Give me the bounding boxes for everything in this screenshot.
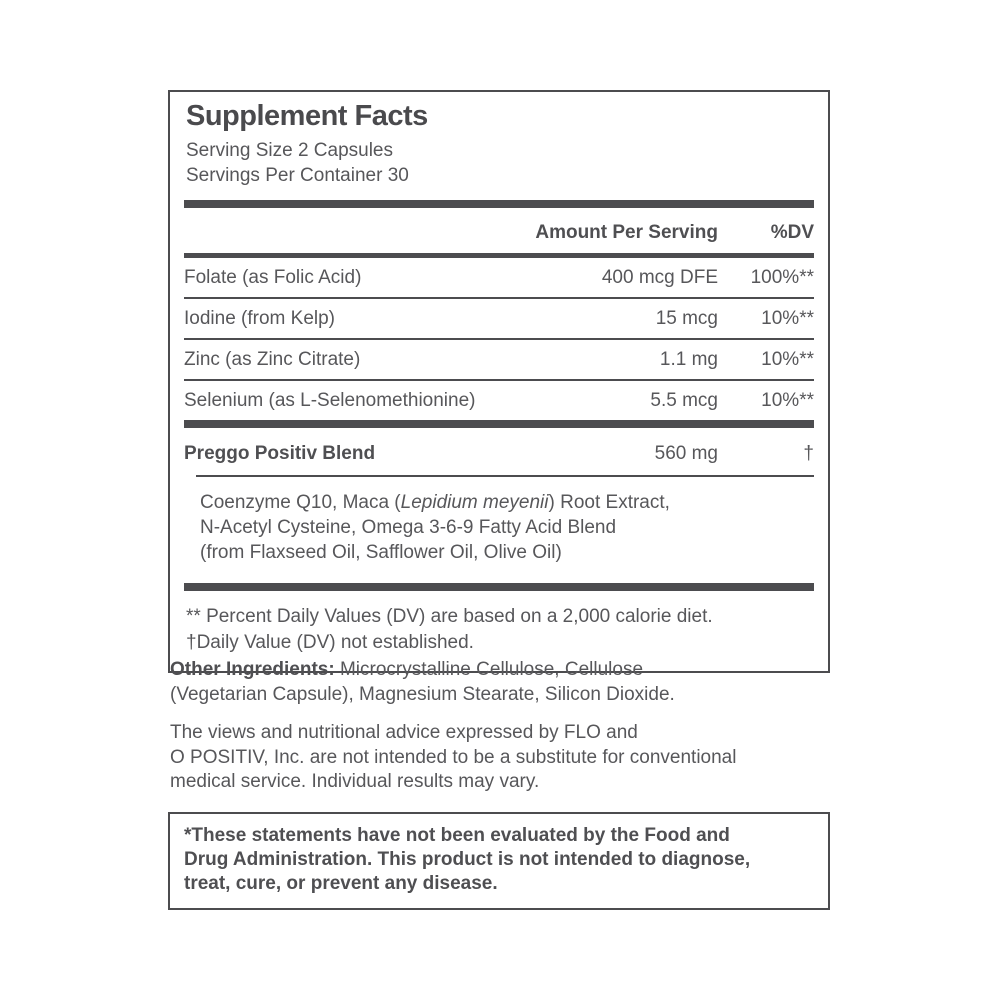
serving-size: Serving Size 2 Capsules <box>186 140 393 161</box>
nutrient-dv: 10%** <box>761 308 814 329</box>
footnote-daily-values: ** Percent Daily Values (DV) are based on a 2,000 calorie diet. <box>186 606 713 627</box>
footnote-dv-not-established: †Daily Value (DV) not established. <box>186 632 474 653</box>
advice-line1: The views and nutritional advice expressed by FLO and <box>170 722 638 743</box>
blend-dv-dagger: † <box>803 443 814 464</box>
other-ingredients-line1: Microcrystalline Cellulose, Cellulose <box>334 659 644 680</box>
blend-name: Preggo Positiv Blend <box>184 443 376 464</box>
blend-desc-latin-name: Lepidium meyenii <box>400 492 549 513</box>
other-ingredients <box>170 658 846 707</box>
blend-desc-line3: (from Flaxseed Oil, Safflower Oil, Olive Oil) <box>200 542 562 563</box>
supplement-facts-title: Supplement Facts <box>186 100 428 132</box>
divider-bar-thick-blend <box>184 420 814 428</box>
disclaimer-line1: *These statements have not been evaluated by the Food and <box>184 825 730 846</box>
column-header-row <box>184 208 814 253</box>
blend-ingredients <box>184 490 814 565</box>
nutrient-dv: 10%** <box>761 390 814 411</box>
advice-line3: medical service. Individual results may vary. <box>170 771 540 792</box>
nutrient-name: Folate (as Folic Acid) <box>184 267 362 288</box>
advice-line2: O POSITIV, Inc. are not intended to be a substitute for conventional <box>170 746 737 768</box>
other-ingredients-label: Other Ingredients: <box>170 659 335 680</box>
blend-desc-pre: Coenzyme Q10, Maca ( <box>200 492 401 513</box>
nutrient-row-zinc <box>184 340 814 379</box>
divider-bar-thick-top <box>184 200 814 208</box>
nutrient-name: Selenium (as L-Selenomethionine) <box>184 390 476 411</box>
nutrient-name: Zinc (as Zinc Citrate) <box>184 349 361 370</box>
nutrient-row-folate <box>184 258 814 297</box>
nutrient-amount: 15 mcg <box>655 308 718 329</box>
other-ingredients-line2: (Vegetarian Capsule), Magnesium Stearate, Silicon Dioxide. <box>170 683 675 705</box>
supplement-facts-panel <box>168 90 830 673</box>
fda-disclaimer-box <box>168 812 830 910</box>
disclaimer-line3: treat, cure, or prevent any disease. <box>184 873 498 894</box>
percent-dv-header: %DV <box>770 222 814 243</box>
advice-paragraph <box>170 721 846 795</box>
servings-per-container: Servings Per Container 30 <box>186 165 409 186</box>
blend-desc-post: ) Root Extract, <box>548 492 670 513</box>
nutrient-dv: 100%** <box>750 267 814 288</box>
footnotes <box>184 591 814 659</box>
nutrient-row-selenium <box>184 381 814 420</box>
nutrient-dv: 10%** <box>761 349 814 370</box>
nutrient-name: Iodine (from Kelp) <box>184 308 336 329</box>
blend-desc-line2: N-Acetyl Cysteine, Omega 3-6-9 Fatty Acid Blend <box>200 517 617 538</box>
blend-row <box>184 428 814 475</box>
nutrient-amount: 5.5 mcg <box>650 390 718 411</box>
amount-per-serving-header: Amount Per Serving <box>535 222 718 243</box>
nutrient-row-iodine <box>184 299 814 338</box>
nutrient-amount: 1.1 mg <box>659 349 718 370</box>
blend-underline <box>196 475 814 477</box>
nutrient-amount: 400 mcg DFE <box>601 267 718 288</box>
disclaimer-line2: Drug Administration. This product is not intended to diagnose, <box>184 849 751 870</box>
divider-bar-thick-footnote <box>184 583 814 591</box>
blend-amount: 560 mg <box>654 443 718 464</box>
